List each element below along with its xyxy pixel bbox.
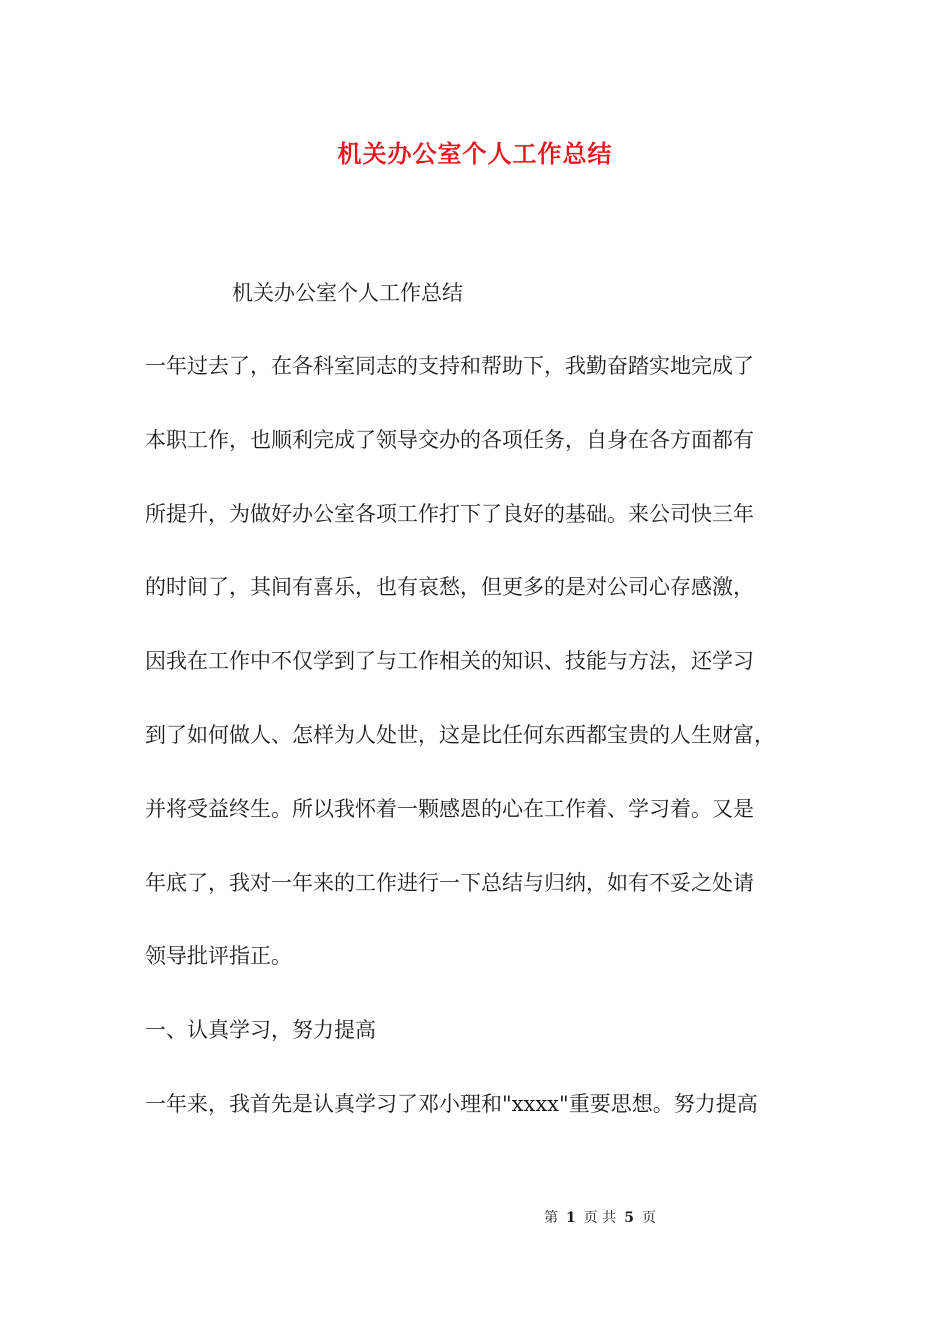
text-line: 并将受益终生。所以我怀着一颗感恩的心在工作着、学习着。又是 <box>145 796 754 821</box>
body-text <box>145 351 845 1163</box>
footer-middle: 页 共 <box>583 1210 617 1226</box>
footer-page-number: 1 <box>566 1210 576 1226</box>
text-line: 本职工作，也顺利完成了领导交办的各项任务，自身在各方面都有 <box>145 427 754 452</box>
text-line: 领导批评指正。 <box>145 944 292 969</box>
text-line: 一年过去了，在各科室同志的支持和帮助下，我勤奋踏实地完成了 <box>145 354 754 378</box>
page-footer <box>0 1209 950 1227</box>
footer-prefix: 第 <box>544 1210 559 1226</box>
document-title: 机关办公室个人工作总结 <box>337 139 613 168</box>
document-subtitle: 机关办公室个人工作总结 <box>232 281 463 305</box>
text-line: 到了如何做人、怎样为人处世，这是比任何东西都宝贵的人生财富， <box>145 722 775 747</box>
text-line: 所提升，为做好办公室各项工作打下了良好的基础。来公司快三年 <box>145 501 754 526</box>
footer-suffix: 页 <box>641 1210 656 1226</box>
footer-total-pages: 5 <box>624 1210 634 1226</box>
text-line: 的时间了，其间有喜乐，也有哀愁，但更多的是对公司心存感激， <box>145 575 754 600</box>
text-line: 一年来，我首先是认真学习了邓小理和"xxxx"重要思想。努力提高 <box>145 1091 758 1116</box>
text-line: 因我在工作中不仅学到了与工作相关的知识、技能与方法，还学习 <box>145 649 754 674</box>
text-line: 年底了，我对一年来的工作进行一下总结与归纳，如有不妥之处请 <box>145 870 754 895</box>
section-heading: 一、认真学习，努力提高 <box>145 1018 376 1043</box>
